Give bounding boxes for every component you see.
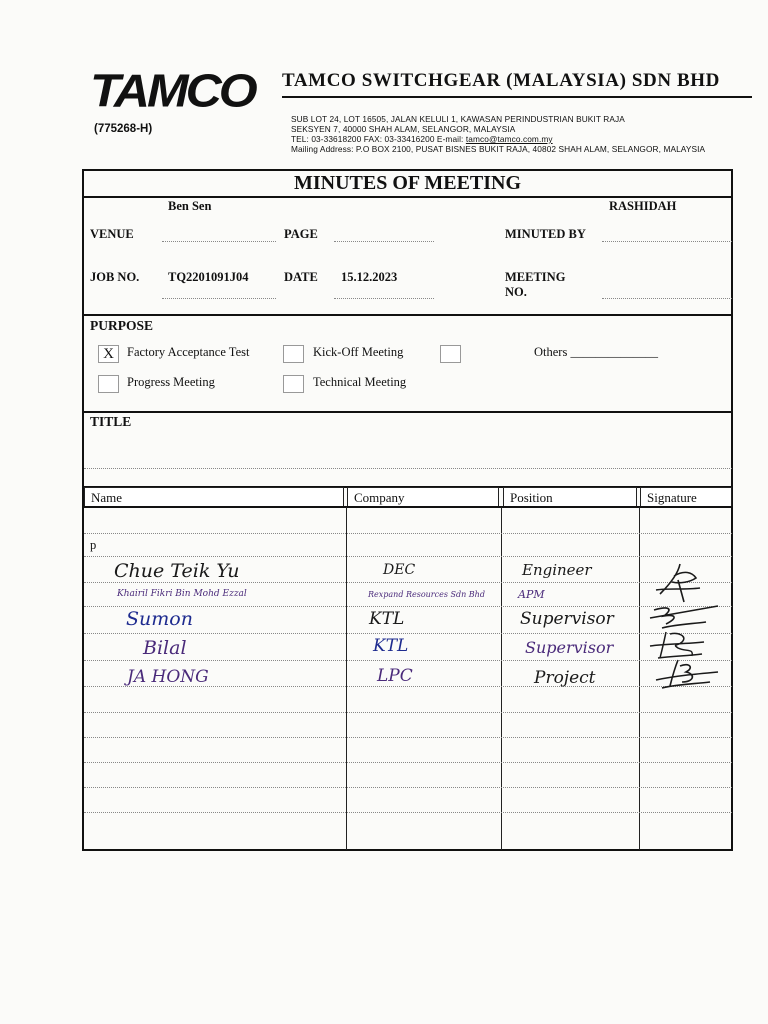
job-no-label: JOB NO.	[90, 270, 140, 284]
address-line: SUB LOT 24, LOT 16505, JALAN KELULI 1, KAWASAN PERINDUSTRIAN BUKIT RAJA	[291, 114, 625, 124]
divider	[84, 411, 732, 413]
title-heading: TITLE	[90, 414, 132, 429]
signature-image	[652, 656, 720, 692]
minuted-by-value: RASHIDAH	[609, 199, 677, 213]
row-rule	[84, 582, 732, 583]
attendee-company: DEC	[383, 562, 416, 578]
row-rule	[84, 606, 732, 607]
contact-line	[291, 134, 705, 144]
meeting-no-label: MEETING	[505, 270, 566, 284]
divider	[84, 506, 732, 508]
divider	[84, 196, 732, 198]
page-label: PAGE	[284, 227, 318, 241]
progress-checkbox[interactable]	[98, 375, 119, 393]
attendee-position: Supervisor	[525, 638, 614, 657]
purpose-heading: PURPOSE	[90, 318, 154, 333]
address-line: SEKSYEN 7, 40000 SHAH ALAM, SELANGOR, MALAYSIA	[291, 124, 516, 134]
header-rule	[282, 96, 752, 98]
form-title: MINUTES OF MEETING	[293, 172, 522, 194]
page-field-line[interactable]	[334, 241, 434, 242]
minuted-by-field-line[interactable]	[602, 241, 732, 242]
attendee-name: Khairil Fikri Bin Mohd Ezzal	[117, 589, 247, 599]
date-field-line[interactable]	[334, 298, 434, 299]
job-no-value: TQ2201091J04	[168, 270, 249, 284]
attendee-position: Engineer	[522, 561, 592, 579]
venue-field-line[interactable]	[162, 241, 276, 242]
date-label: DATE	[284, 270, 318, 284]
attendee-name: JA HONG	[127, 667, 209, 687]
row-rule	[84, 556, 732, 557]
kickoff-option-label: Kick-Off Meeting	[313, 345, 404, 359]
attendee-company: Rexpand Resources Sdn Bhd	[368, 590, 485, 599]
column-separator	[501, 507, 502, 850]
blank-checkbox[interactable]	[440, 345, 461, 363]
row-rule	[84, 787, 732, 788]
attendee-company: KTL	[369, 609, 405, 629]
attendee-company: LPC	[377, 666, 413, 686]
column-header-company: Company	[347, 487, 499, 507]
row-rule	[84, 812, 732, 813]
attendee-name: Bilal	[143, 637, 187, 659]
row-rule	[84, 712, 732, 713]
mailing-address-line: Mailing Address: P.O BOX 2100, PUSAT BISNES BUKIT RAJA, 40802 SHAH ALAM, SELANGOR, MALAYSIA	[291, 144, 706, 154]
row-rule	[84, 762, 732, 763]
company-name: TAMCO SWITCHGEAR (MALAYSIA) SDN BHD	[282, 70, 720, 91]
date-value: 15.12.2023	[341, 270, 398, 284]
row-rule	[84, 737, 732, 738]
attendee-position: Project	[534, 668, 596, 688]
row-rule	[84, 660, 732, 661]
meeting-no-label-cont: NO.	[505, 285, 527, 299]
minuted-by-label: MINUTED BY	[505, 227, 586, 241]
column-header-position: Position	[503, 487, 637, 507]
job-no-field-line[interactable]	[162, 298, 276, 299]
signature-image	[650, 560, 710, 606]
fat-checkbox[interactable]: X	[98, 345, 119, 363]
attendee-company: KTL	[373, 636, 409, 656]
meeting-no-field-line[interactable]	[602, 298, 732, 299]
phone-fax-text: TEL: 03-33618200 FAX: 03-33416200 E-mail:	[291, 134, 466, 144]
company-address	[291, 114, 705, 154]
attendee-position: APM	[518, 588, 545, 601]
technical-checkbox[interactable]	[283, 375, 304, 393]
column-header-signature: Signature	[640, 487, 732, 507]
progress-option-label: Progress Meeting	[127, 375, 215, 389]
technical-option-label: Technical Meeting	[313, 375, 407, 389]
attendee-name: Chue Teik Yu	[114, 560, 240, 582]
company-logo: TAMCO	[90, 65, 255, 117]
registration-number: (775268-H)	[94, 123, 153, 135]
attendee-name: Sumon	[126, 608, 193, 630]
column-header-name: Name	[84, 487, 344, 507]
stray-mark: p	[90, 538, 97, 552]
row-rule	[84, 633, 732, 634]
column-separator	[346, 507, 347, 850]
title-field-line[interactable]	[84, 468, 732, 469]
kickoff-checkbox[interactable]	[283, 345, 304, 363]
venue-label: VENUE	[90, 227, 134, 241]
others-option-label: Others ______________	[534, 345, 658, 359]
email-link[interactable]: tamco@tamco.com.my	[465, 134, 553, 144]
venue-value: Ben Sen	[168, 199, 212, 213]
fat-option-label: Factory Acceptance Test	[127, 345, 250, 359]
divider	[84, 314, 732, 316]
column-separator	[639, 507, 640, 850]
attendee-position: Supervisor	[520, 609, 614, 629]
row-rule	[84, 533, 732, 534]
